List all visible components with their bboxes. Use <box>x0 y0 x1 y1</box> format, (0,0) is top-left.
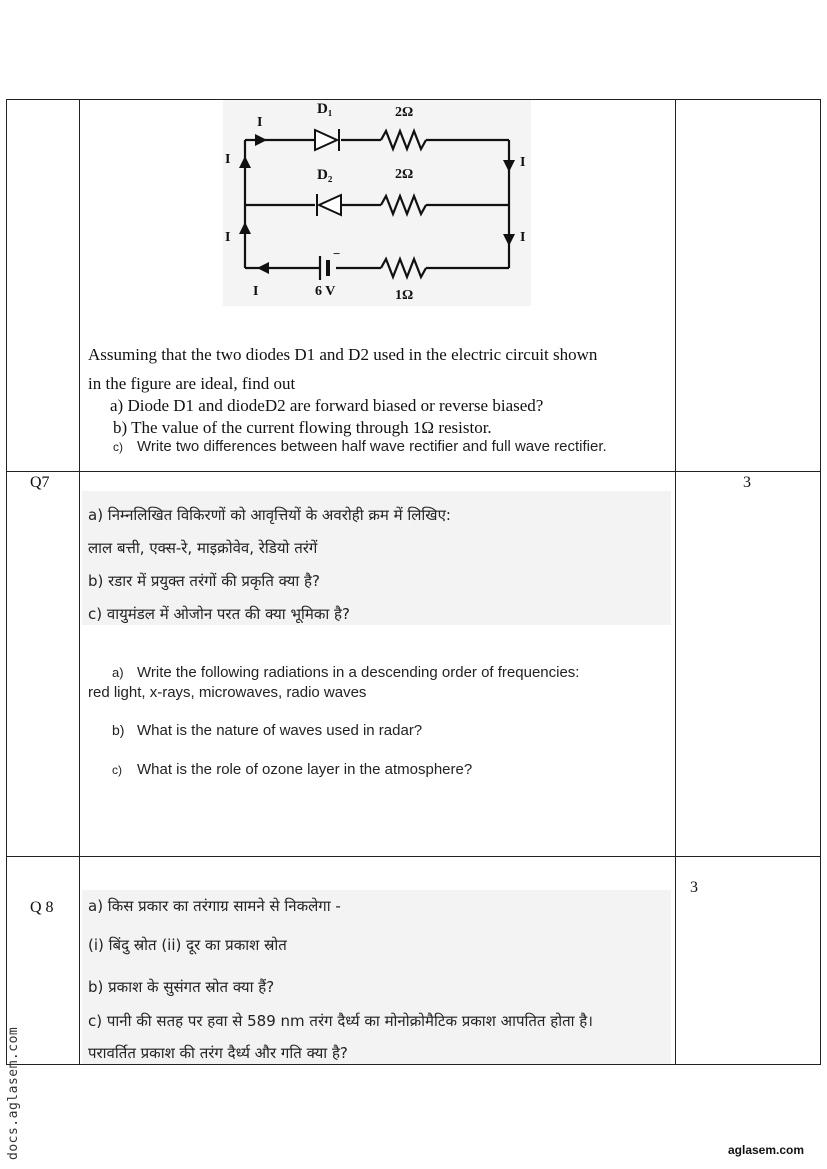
label-r-top: 2Ω <box>395 105 414 120</box>
row-divider-q8 <box>7 856 820 857</box>
label-current-right-bottom: I <box>520 230 526 245</box>
q7-en-c-label: c) <box>112 763 122 777</box>
side-watermark: docs.aglasem.com <box>6 1026 21 1160</box>
diode-d2-icon <box>317 194 341 216</box>
q7-hindi-block <box>82 491 671 625</box>
label-battery: 6 V <box>315 284 336 299</box>
q7-en-a-label: a) <box>112 665 124 680</box>
column-divider-marks <box>675 100 676 1064</box>
q6-part-b: b) The value of the current flowing through 1Ω resistor. <box>113 418 492 437</box>
q6-part-c-text: Write two differences between half wave rectifier and full wave rectifier. <box>137 438 607 455</box>
q6-intro-line1: Assuming that the two diodes D1 and D2 used in the electric circuit shown <box>88 345 598 364</box>
q8-marks: 3 <box>690 879 698 896</box>
q6-part-a: a) Diode D1 and diodeD2 are forward biased or reverse biased? <box>110 396 544 415</box>
label-current-left-top: I <box>225 152 231 167</box>
q8-number: Q 8 <box>30 899 54 916</box>
label-battery-sign: − <box>333 246 341 261</box>
row-divider-q7 <box>7 471 820 472</box>
q7-number: Q7 <box>30 474 50 491</box>
q7-hindi-line-1: a) निम्नलिखित विकिरणों को आवृत्तियों के अवरोही क्रम में लिखिए: <box>88 506 451 524</box>
diode-d1-icon <box>315 129 339 151</box>
q7-en-b-text: What is the nature of waves used in radar? <box>137 722 423 739</box>
label-r-bottom: 1Ω <box>395 288 414 303</box>
label-current-bottom: I <box>253 284 259 299</box>
label-d2: D₂ <box>317 167 333 183</box>
q8-hindi-line-3: b) प्रकाश के सुसंगत स्रोत क्या हैं? <box>88 978 275 996</box>
q7-hindi-line-3: b) रडार में प्रयुक्त तरंगों की प्रकृति क्या है? <box>88 572 320 590</box>
q6-intro-line2: in the figure are ideal, find out <box>88 374 296 393</box>
q7-en-c-text: What is the role of ozone layer in the atmosphere? <box>137 761 473 778</box>
q8-hindi-line-1: a) किस प्रकार का तरंगाग्र सामने से निकलेगा - <box>88 897 341 915</box>
q7-marks: 3 <box>743 474 751 491</box>
q7-en-b-label: b) <box>112 722 125 738</box>
q7-hindi-line-4: c) वायुमंडल में ओजोन परत की क्या भूमिका है? <box>88 605 350 623</box>
q7-hindi-line-2: लाल बत्ती, एक्स-रे, माइक्रोवेव, रेडियो तरंगें <box>88 539 318 557</box>
label-current-left-bottom: I <box>225 230 231 245</box>
q8-hindi-line-4: c) पानी की सतह पर हवा से 589 nm तरंग दैर्ध्य का मोनोक्रोमैटिक प्रकाश आपतित होता है। <box>88 1012 593 1030</box>
label-current-top: I <box>257 115 263 130</box>
footer-brand: aglasem.com <box>728 1143 805 1157</box>
q8-hindi-line-2: (i) बिंदु स्रोत (ii) दूर का प्रकाश स्रोत <box>88 936 287 954</box>
label-d1: D₁ <box>317 101 333 117</box>
circuit-svg <box>223 100 531 306</box>
label-r-mid: 2Ω <box>395 167 414 182</box>
q7-en-a-text: Write the following radiations in a descending order of frequencies: <box>137 664 580 681</box>
label-current-right-top: I <box>520 155 526 170</box>
circuit-diagram <box>223 100 531 306</box>
column-divider-qno <box>79 100 80 1064</box>
q6-part-c-label: c) <box>113 440 123 454</box>
q8-hindi-line-5: परावर्तित प्रकाश की तरंग दैर्ध्य और गति क्या है? <box>88 1044 348 1062</box>
q8-hindi-block <box>82 890 671 1064</box>
q7-en-a-list: red light, x-rays, microwaves, radio waves <box>88 684 367 701</box>
